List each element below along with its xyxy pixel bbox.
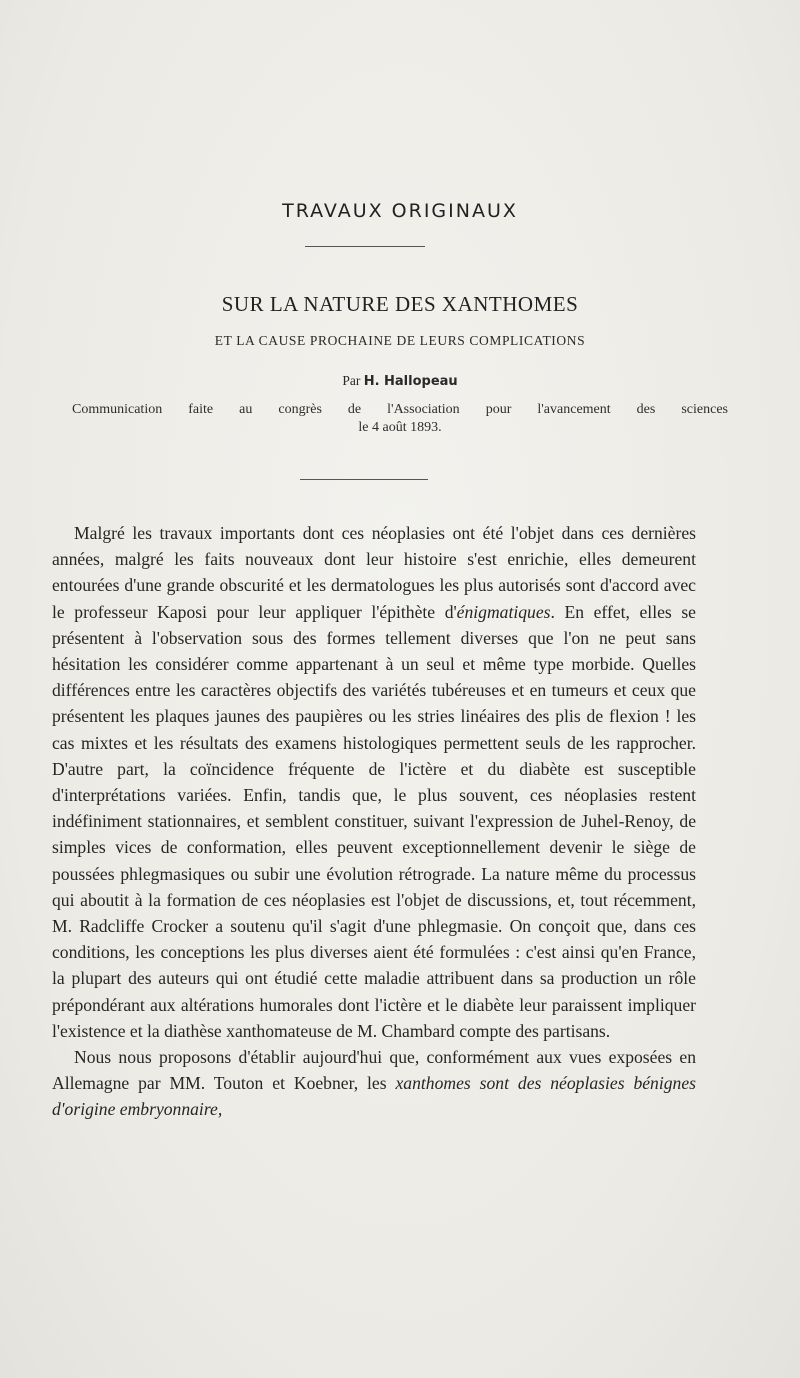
byline-prefix: Par [342, 373, 361, 388]
body-paragraph [52, 1044, 696, 1123]
paragraph-text: Malgré les travaux importants dont ces néoplasies ont été l'objet dans ces dernières années, malgré les faits nouveaux dont leur histoire s'est enrichie, elles demeurent entourées d'une grande obscurité et les dermatologues les plus autorisés sont d'accord avec le professeur Kaposi pour leur appliquer l'épithète d' [52, 523, 696, 622]
italic-term: énigmatiques [456, 601, 551, 622]
article-title: SUR LA NATURE DES XANTHOMES [221, 292, 579, 316]
communication-date: le 4 août 1893. [358, 420, 442, 435]
article-subtitle: ET LA CAUSE PROCHAINE DE LEURS COMPLICATIONS [214, 333, 586, 348]
paragraph-text: Nous nous proposons d'établir aujourd'hui que, conformément aux vues exposées en Allemagne par MM. Touton et Koebner, les [52, 1047, 696, 1094]
communication-note: Communication faite au congrès de l'Association pour l'avancement des sciences [72, 402, 728, 417]
paragraph-text: . En effet, elles se présentent à l'observation sous des formes tellement diverses que l'on ne peut sans hésitation les considérer comme appartenant à un seul et même type morbide. Quelles différences entre les caractères objectifs des variétés tubéreuses et en tumeurs et ceux que présentent les plaques jaunes des paupières ou les stries linéaires des plis de flexion ! les cas mixtes et les résultats des examens histologiques permettent seuls de les rapprocher. D'autre part, la coïncidence fréquente de l'ictère et du diabète est susceptible d'interprétations variées. Enfin, tandis que, le plus souvent, ces néoplasies restent indéfiniment stationnaires, et semblent constituer, suivant l'expression de Juhel-Renoy, de simples vices de conformation, elles peuvent exceptionnellement devenir le siège de poussées phlegmasiques ou subir une évolution rétrograde. La nature même du processus qui aboutit à la formation de ces néoplasies est l'objet de discussions, et, tout récemment, M. Radcliffe Crocker a soutenu qu'il s'agit d'une phlegmasie. On conçoit que, dans ces conditions, les conceptions les plus diverses aient été formulées : c'est ainsi qu'en France, la plupart des auteurs qui ont étudié cette maladie attribuent dans sa production un rôle prépondérant aux altérations humorales dont l'ictère et le diabète leur paraissent impliquer l'existence et la diathèse xanthomateuse de M. Chambard compte des partisans. [52, 601, 696, 1041]
author-name: H. Hallopeau [363, 374, 458, 389]
divider-rule [300, 479, 428, 480]
byline [0, 373, 800, 389]
body-paragraph [52, 520, 696, 1044]
article-body [52, 520, 696, 1123]
section-heading: TRAVAUX ORIGINAUX [282, 200, 518, 222]
divider-rule [305, 246, 425, 247]
italic-term: xanthomes sont des néoplasies bénignes d'origine embryonnaire, [52, 1073, 696, 1120]
